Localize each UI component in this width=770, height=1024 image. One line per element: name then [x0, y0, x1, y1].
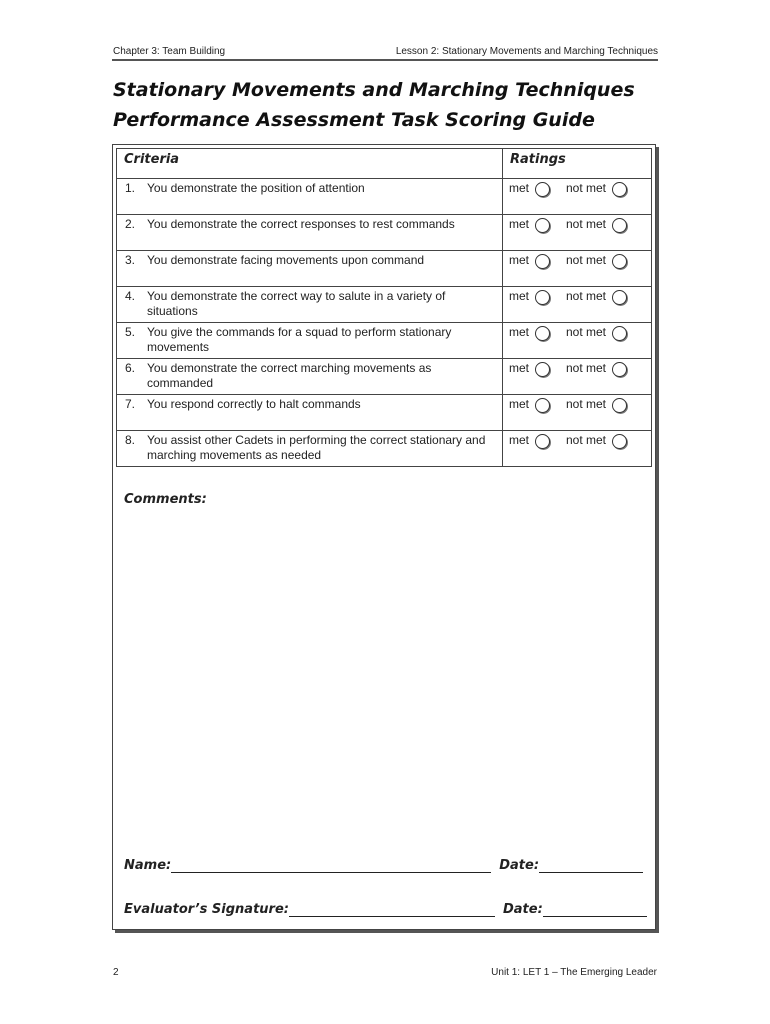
table-row [117, 179, 652, 215]
criterion-cell [117, 287, 503, 323]
header-rule [112, 59, 658, 61]
met-label: met [509, 361, 530, 375]
criterion-text: You demonstrate facing movements upon command [147, 253, 425, 267]
criteria-table [116, 148, 652, 467]
not-met-label: not met [566, 181, 607, 195]
not-met-radio[interactable] [612, 434, 627, 449]
criterion-number: 8. [125, 433, 136, 447]
table-row [117, 395, 652, 431]
evaluator-signature-field[interactable] [289, 904, 495, 917]
table-row [117, 251, 652, 287]
criterion-cell [117, 359, 503, 395]
met-radio[interactable] [535, 218, 550, 233]
not-met-radio[interactable] [612, 290, 627, 305]
ratings-column-header: Ratings [503, 149, 652, 179]
rating-cell [503, 179, 652, 215]
met-radio[interactable] [535, 434, 550, 449]
not-met-radio[interactable] [612, 326, 627, 341]
criterion-cell [117, 251, 503, 287]
name-field[interactable] [171, 860, 491, 873]
criterion-text: You demonstrate the correct way to salute in a variety of situations [147, 289, 446, 318]
not-met-label: not met [566, 289, 607, 303]
table-row [117, 323, 652, 359]
header-chapter: Chapter 3: Team Building [113, 46, 226, 57]
table-row [117, 215, 652, 251]
criterion-text: You give the commands for a squad to perform stationary movements [147, 325, 452, 354]
met-label: met [509, 325, 530, 339]
not-met-radio[interactable] [612, 182, 627, 197]
criterion-cell [117, 179, 503, 215]
met-radio[interactable] [535, 362, 550, 377]
not-met-radio[interactable] [612, 362, 627, 377]
evaluator-date-label: Date: [502, 902, 543, 917]
header-lesson: Lesson 2: Stationary Movements and Marching Techniques [395, 46, 658, 57]
footer-unit: Unit 1: LET 1 – The Emerging Leader [491, 967, 657, 978]
rating-cell [503, 359, 652, 395]
name-line [124, 858, 643, 873]
met-radio[interactable] [535, 326, 550, 341]
not-met-radio[interactable] [612, 218, 627, 233]
met-radio[interactable] [535, 182, 550, 197]
table-row [117, 431, 652, 467]
not-met-label: not met [566, 433, 607, 447]
not-met-radio[interactable] [612, 398, 627, 413]
date-field[interactable] [539, 860, 643, 873]
criterion-number: 4. [125, 289, 136, 303]
met-radio[interactable] [535, 398, 550, 413]
criterion-number: 7. [125, 397, 136, 411]
criterion-text: You demonstrate the position of attention [147, 181, 365, 195]
criterion-cell [117, 395, 503, 431]
rating-cell [503, 215, 652, 251]
evaluator-line [124, 902, 647, 917]
page-title [113, 75, 673, 135]
met-label: met [509, 253, 530, 267]
met-label: met [509, 289, 530, 303]
criterion-cell [117, 323, 503, 359]
table-row [117, 287, 652, 323]
criterion-cell [117, 431, 503, 467]
not-met-label: not met [566, 397, 607, 411]
criterion-number: 6. [125, 361, 136, 375]
met-label: met [509, 433, 530, 447]
not-met-label: not met [566, 325, 607, 339]
rating-cell [503, 395, 652, 431]
page-number: 2 [113, 967, 119, 978]
not-met-label: not met [566, 217, 607, 231]
not-met-label: not met [566, 361, 607, 375]
rating-cell [503, 287, 652, 323]
criterion-number: 1. [125, 181, 136, 195]
criterion-text: You demonstrate the correct marching movements as commanded [147, 361, 432, 390]
rating-cell [503, 323, 652, 359]
criterion-text: You assist other Cadets in performing the correct stationary and marching movements as needed [147, 433, 486, 462]
table-header-row [117, 149, 652, 179]
not-met-label: not met [566, 253, 607, 267]
criterion-number: 5. [125, 325, 136, 339]
comments-label: Comments: [124, 492, 207, 507]
title-line-2: Performance Assessment Task Scoring Guide [113, 109, 595, 131]
criterion-text: You demonstrate the correct responses to rest commands [147, 217, 455, 231]
not-met-radio[interactable] [612, 254, 627, 269]
criterion-number: 3. [125, 253, 136, 267]
criterion-number: 2. [125, 217, 136, 231]
met-label: met [509, 397, 530, 411]
title-line-1: Stationary Movements and Marching Techniques [113, 79, 635, 101]
criteria-column-header: Criteria [117, 149, 503, 179]
table-row [117, 359, 652, 395]
rating-cell [503, 431, 652, 467]
criterion-cell [117, 215, 503, 251]
rating-cell [503, 251, 652, 287]
met-label: met [509, 181, 530, 195]
evaluator-date-field[interactable] [543, 904, 647, 917]
met-radio[interactable] [535, 290, 550, 305]
date-label: Date: [499, 858, 540, 873]
name-label: Name: [124, 858, 172, 873]
met-radio[interactable] [535, 254, 550, 269]
evaluator-label: Evaluator’s Signature: [124, 902, 289, 917]
met-label: met [509, 217, 530, 231]
criterion-text: You respond correctly to halt commands [147, 397, 361, 411]
